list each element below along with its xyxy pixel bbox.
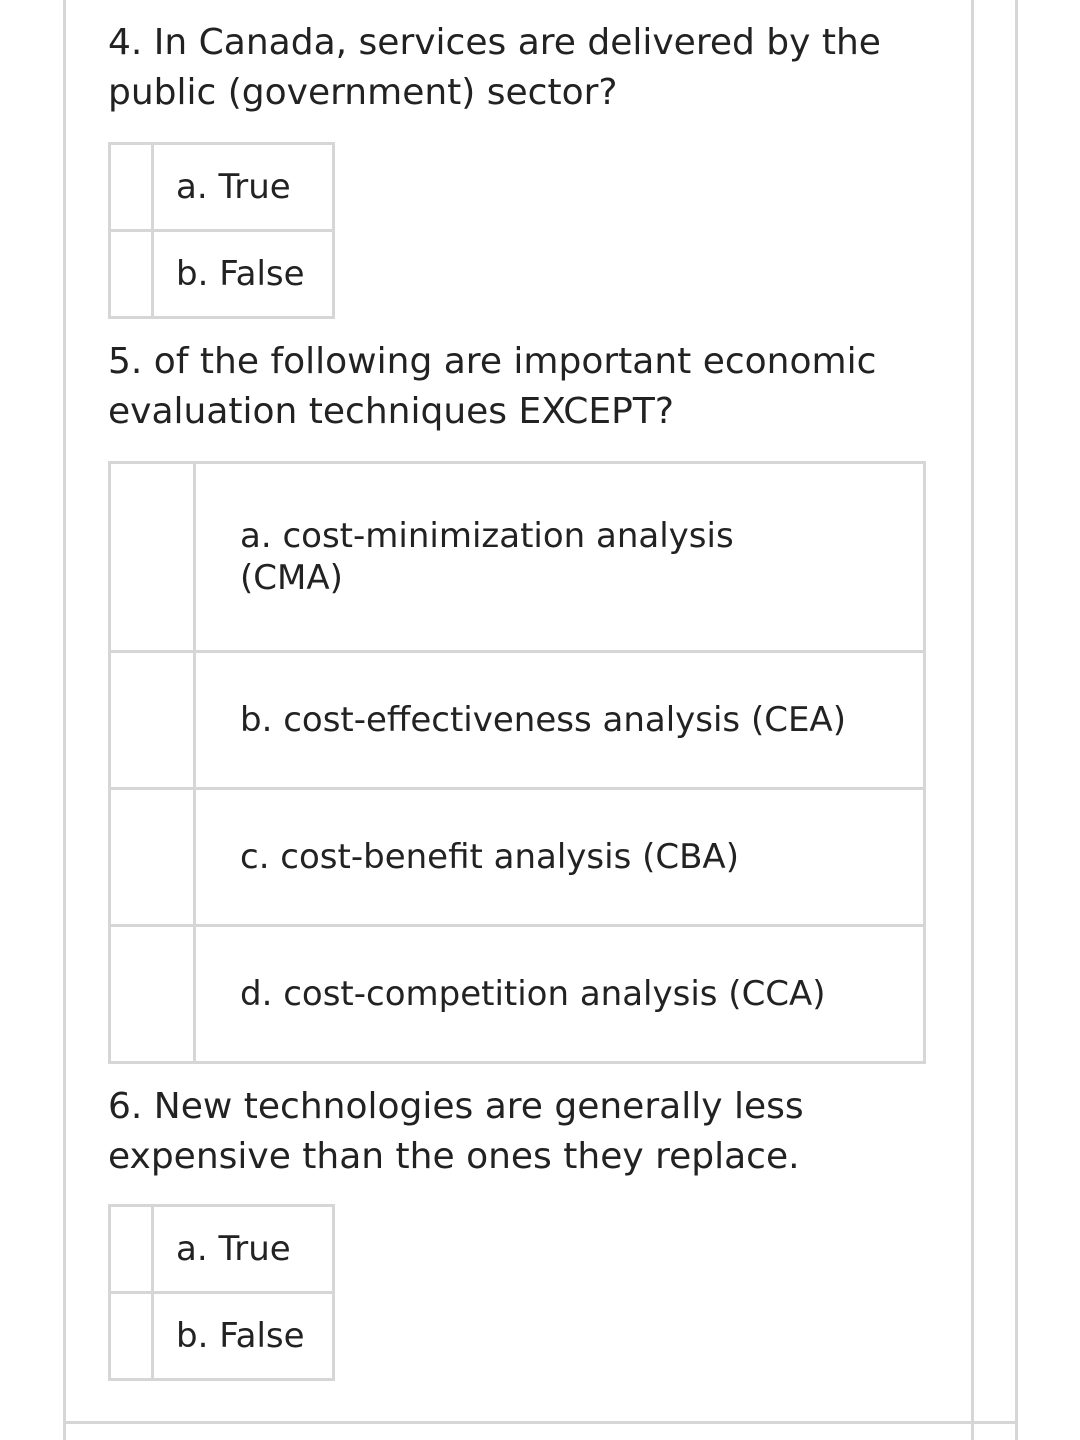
question-6-options <box>108 1204 335 1381</box>
option-row[interactable] <box>110 1206 334 1293</box>
option-row[interactable] <box>110 144 334 231</box>
outer-right-border <box>1015 0 1018 1440</box>
option-label[interactable]: b. False <box>153 231 334 318</box>
option-row[interactable] <box>110 652 925 789</box>
option-row[interactable] <box>110 789 925 926</box>
option-select-cell[interactable] <box>110 144 153 231</box>
question-4-text: 4. In Canada, services are delivered by the public (government) sector? <box>108 22 881 113</box>
option-select-cell[interactable] <box>110 926 195 1063</box>
option-select-cell[interactable] <box>110 231 153 318</box>
option-label[interactable]: b. cost-effectiveness analysis (CEA) <box>195 652 925 789</box>
frame-bottom-border <box>63 1421 1018 1424</box>
frame-left-border <box>63 0 66 1440</box>
option-label[interactable]: a. True <box>153 1206 334 1293</box>
option-row[interactable] <box>110 463 925 652</box>
option-label[interactable]: a. True <box>153 144 334 231</box>
option-select-cell[interactable] <box>110 789 195 926</box>
option-select-cell[interactable] <box>110 463 195 652</box>
frame-right-border <box>971 0 974 1440</box>
option-row[interactable] <box>110 231 334 318</box>
option-select-cell[interactable] <box>110 1293 153 1380</box>
question-5-text: 5. of the following are important economic evaluation techniques EXCEPT? <box>108 341 877 432</box>
question-5-options <box>108 461 926 1064</box>
question-4-options <box>108 142 335 319</box>
option-row[interactable] <box>110 926 925 1063</box>
option-select-cell[interactable] <box>110 652 195 789</box>
option-label[interactable]: d. cost-competition analysis (CCA) <box>195 926 925 1063</box>
option-label[interactable]: a. cost-minimization analysis (CMA) <box>195 463 925 652</box>
option-select-cell[interactable] <box>110 1206 153 1293</box>
question-6-text: 6. New technologies are generally less expensive than the ones they replace. <box>108 1086 804 1177</box>
option-label[interactable]: b. False <box>153 1293 334 1380</box>
option-label[interactable]: c. cost-benefit analysis (CBA) <box>195 789 925 926</box>
option-row[interactable] <box>110 1293 334 1380</box>
